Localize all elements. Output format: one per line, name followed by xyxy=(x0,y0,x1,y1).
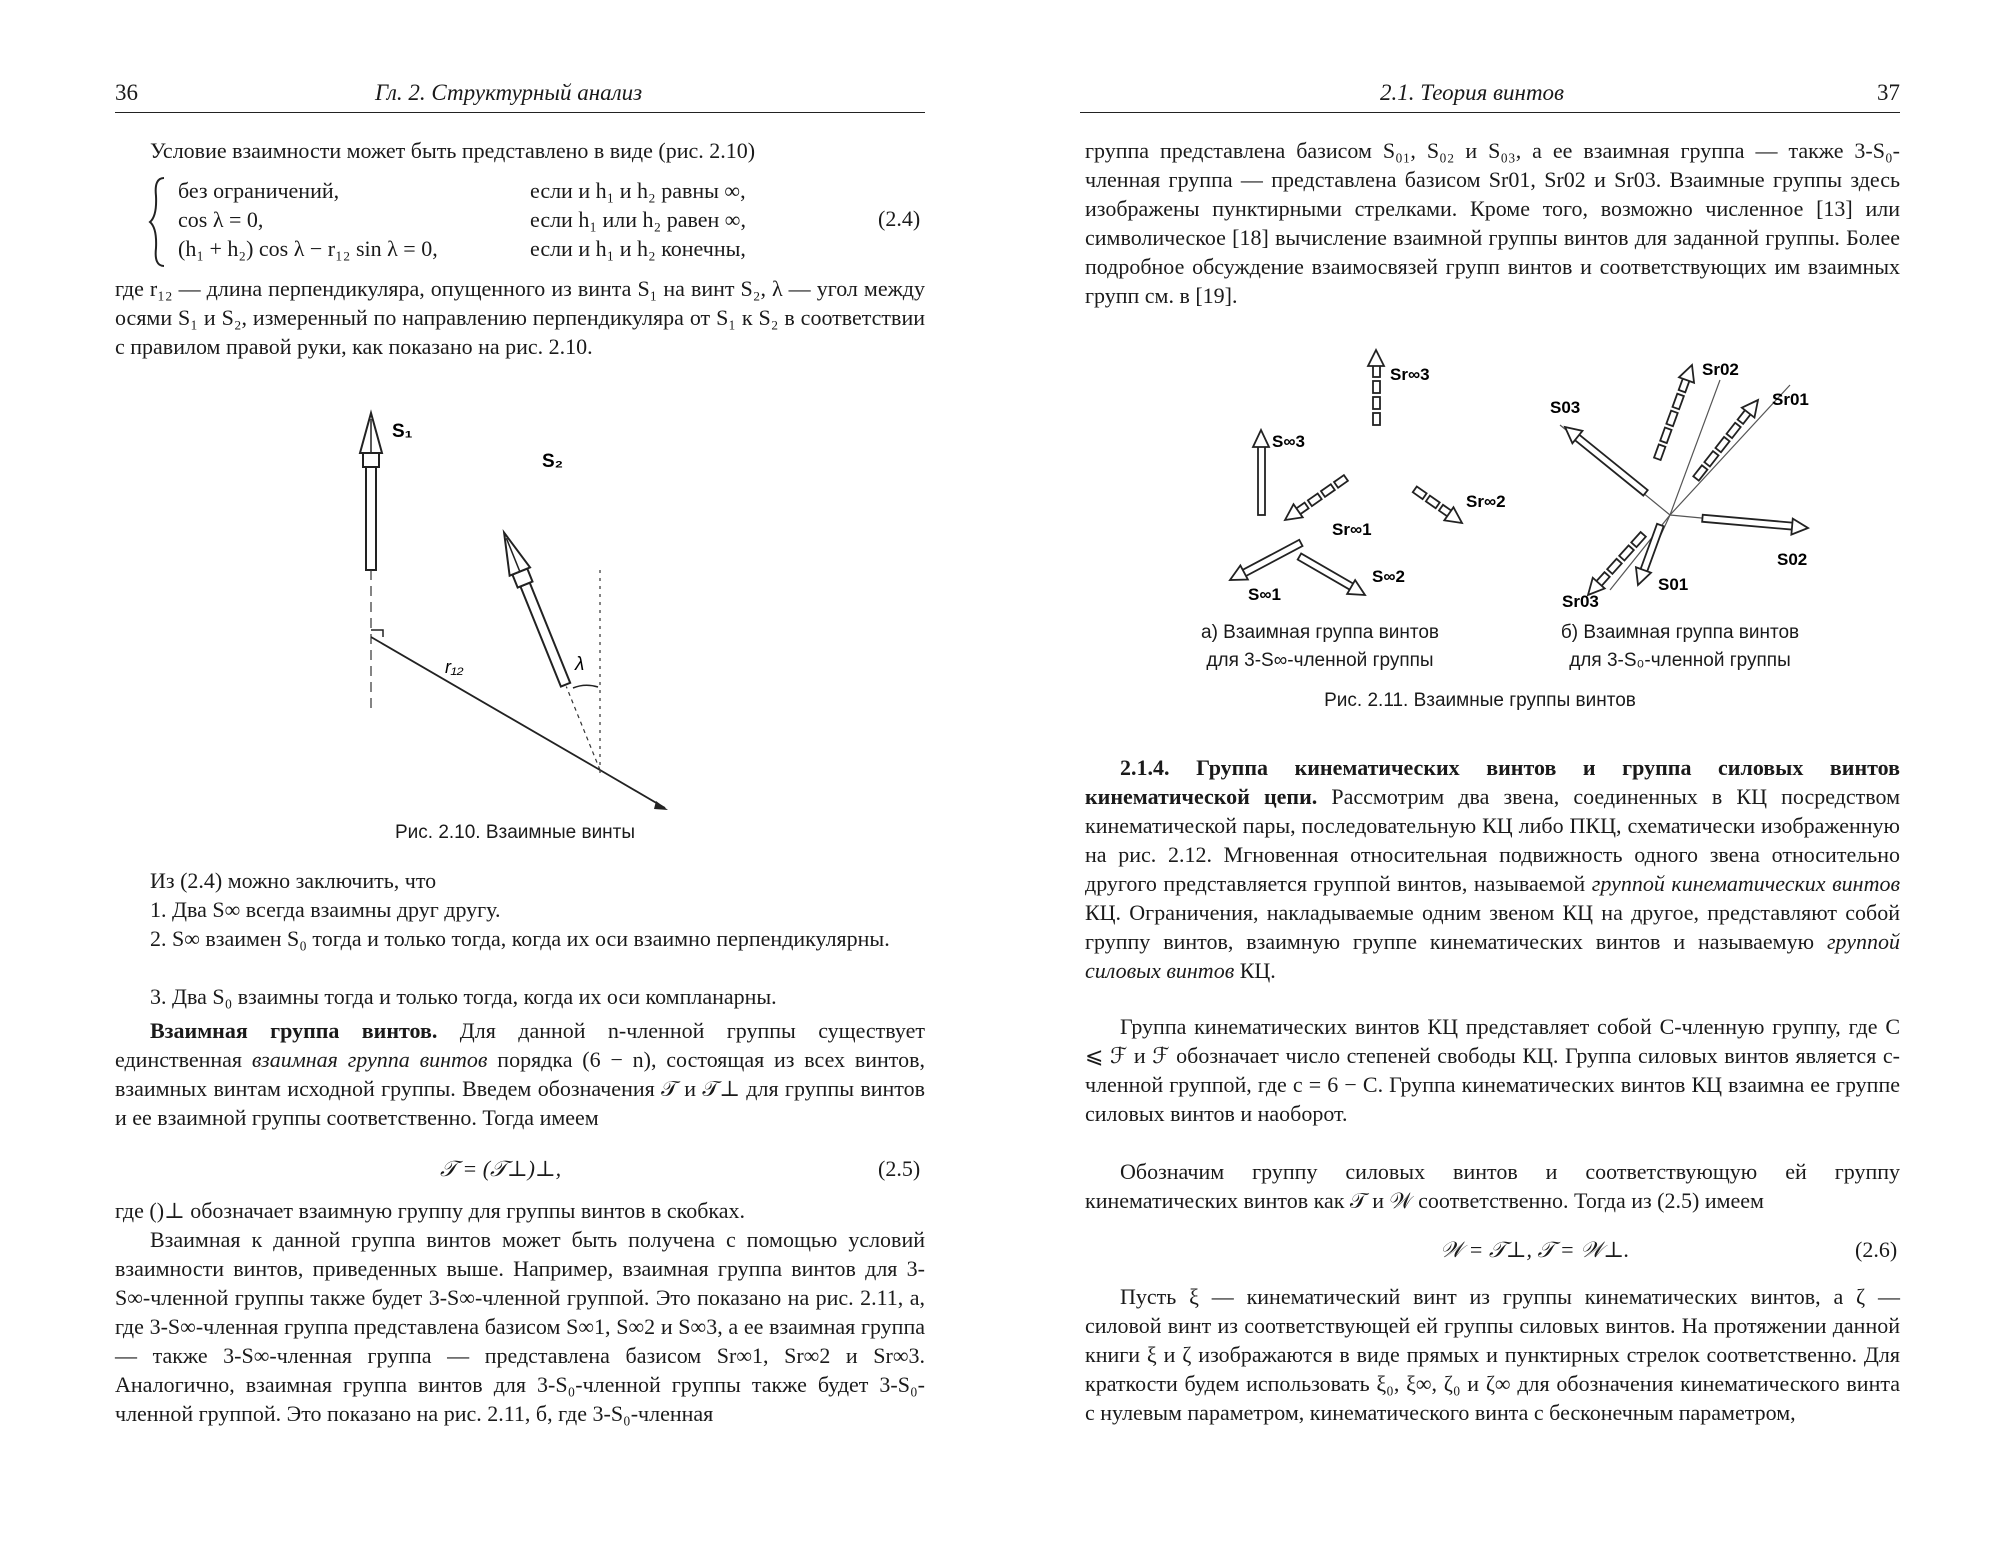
arrow-s-inf-1 xyxy=(1226,535,1304,587)
arrow-sr01 xyxy=(1690,395,1764,484)
sec-text-c: КЦ. xyxy=(1239,958,1276,983)
label-s-inf-1: S∞1 xyxy=(1248,585,1281,604)
case-2-expr: cos λ = 0, xyxy=(178,207,264,232)
conclude-line: Из (2.4) можно заключить, что xyxy=(150,868,437,893)
case-2-cond: если h₁ или h₂ равен ∞, xyxy=(530,207,746,232)
arrow-sr-inf-3 xyxy=(1368,350,1384,425)
equation-2-4 xyxy=(148,176,928,268)
label-s03: S03 xyxy=(1550,398,1581,417)
figure-2-11 xyxy=(1140,345,1900,615)
recip-text-a: Для данной n-членной группы существует единственная xyxy=(115,1018,926,1072)
label-s01: S01 xyxy=(1658,575,1689,594)
label-sr02: Sr02 xyxy=(1702,360,1739,379)
intro-line: Условие взаимности может быть представлено в виде (рис. 2.10) xyxy=(150,138,756,163)
arrow-sr02 xyxy=(1650,362,1699,461)
arrow-s-inf-2 xyxy=(1295,550,1369,602)
list-item-3: 3. Два S₀ взаимны тогда и только тогда, когда их оси компланарны. xyxy=(150,984,777,1009)
lambda-arc xyxy=(573,685,598,688)
figure-2-11a-sub-line-2: для 3-S∞-членной группы xyxy=(1206,650,1434,671)
equation-number-2-4: (2.4) xyxy=(878,206,921,231)
recip-example-paragraph: Взаимная к данной группа винтов может быть получена с помощью условий взаимности винтов, приведенных выше. Например, взаимная группа винтов для 3-S∞-членной группы также будет 3-S∞-членной группой. Это показано на рис. 2.11, а, где 3-S∞-членная группа представлена базисом S∞1, S∞2 и S∞3, а ее взаимная группа — также 3-S∞-членная группа — представлена базисом Sr∞1, Sr∞2 и Sr∞3. Аналогично, взаимная группа винтов для 3-S₀-членной группы также будет 3-S₀-членной группой. Это показано на рис. 2.11, б, где 3-S₀-членная xyxy=(115,1227,925,1426)
label-sr-inf-1: Sr∞1 xyxy=(1332,520,1372,539)
label-sr03: Sr03 xyxy=(1562,592,1599,611)
recip-term: взаимная группа винтов xyxy=(251,1047,488,1072)
figure-2-11-a xyxy=(1226,350,1505,604)
case-3-expr: (h₁ + h₂) cos λ − r₁₂ sin λ = 0, xyxy=(178,236,438,261)
screw-s1 xyxy=(360,413,382,570)
where-perp-line: где ()⊥ обозначает взаимную группу для группы винтов в скобках. xyxy=(115,1198,746,1223)
label-sr-inf-3: Sr∞3 xyxy=(1390,365,1430,384)
where-r12-paragraph: где r₁₂ — длина перпендикуляра, опущенного из винта S₁ на винт S₂, λ — угол между осями S₁ и S₂, измеренный по направлению перпендикуляра от S₁ к S₂ в соответствии с правилом правой руки, как показано на рис. 2.10. xyxy=(115,276,925,359)
screw-notation-paragraph: Пусть ξ — кинематический винт из группы кинематических винтов, а ζ — силовой винт из соответствующей ей группы силовых винтов. На протяжении данной книги ξ и ζ изображаются в виде прямых и пунктирных стрелок соответственно. Для краткости будем использовать ξ₀, ξ∞, ζ₀ и ζ∞ для обозначения кинематического винта с нулевым параметром, кинематического винта с бесконечным параметром, xyxy=(1085,1284,1900,1425)
perpendicular-r12 xyxy=(371,637,600,770)
equation-number-2-5: (2.5) xyxy=(878,1156,921,1181)
figure-2-11b-sub-line-1: б) Взаимная группа винтов xyxy=(1560,622,1800,643)
notation-paragraph: Обозначим группу силовых винтов и соответствующую ей группу кинематических винтов как 𝒯 и 𝒲 соответственно. Тогда из (2.5) имеем xyxy=(1085,1159,1900,1213)
figure-2-11b-sub-line-2: для 3-S₀-членной группы xyxy=(1569,650,1791,671)
label-r12: r₁₂ xyxy=(445,657,464,677)
figure-2-10 xyxy=(330,405,700,825)
right-top-paragraph: группа представлена базисом S₀₁, S₀₂ и S₀₃, а ее взаимная группа — также 3-S₀-членная группа — представлена базисом Sr01, Sr02 и Sr03. Взаимные группы здесь изображены пунктирными стрелками. Кроме того, возможно численное [13] или символическое [18] вычисление взаимной группы винтов для заданной группы. Более подробное обсуждение взаимосвязей групп винтов и соответствующих им взаимных групп см. в [19]. xyxy=(1085,138,1900,308)
case-3-cond: если и h₁ и h₂ конечны, xyxy=(530,236,746,261)
screw-s2 xyxy=(494,529,610,775)
ground-line-arrow xyxy=(654,801,668,810)
figure-2-10-caption: Рис. 2.10. Взаимные винты xyxy=(394,822,636,843)
left-brace xyxy=(148,176,168,268)
recip-group-paragraph xyxy=(115,1016,925,1132)
list-item-1: 1. Два S∞ всегда взаимны друг другу. xyxy=(150,897,501,922)
right-running-header xyxy=(1080,80,1900,113)
label-s-inf-3: S∞3 xyxy=(1272,432,1305,451)
sec-term-kinematic: группой кинематических винтов xyxy=(1591,871,1901,896)
case-1-cond: если и h₁ и h₂ равны ∞, xyxy=(530,178,746,203)
equation-2-5: 𝒯 = (𝒯⊥)⊥, xyxy=(440,1156,562,1181)
label-s-inf-2: S∞2 xyxy=(1372,567,1405,586)
arrow-sr-inf-1 xyxy=(1280,471,1350,527)
label-s1: S₁ xyxy=(392,421,413,442)
sec-text-a: Рассмотрим два звена, соединенных в КЦ посредством кинематической пары, последовательную КЦ либо ПКЦ, схематически изображенную на рис. 2.12. Мгновенная относительная подвижность одного звена относительно другого представляется группой винтов, называемой xyxy=(1085,784,1900,896)
sec-text-b: КЦ. Ограничения, накладываемые одним звеном КЦ на другое, представляют собой группу винтов, взаимную группе кинематических винтов и называемую xyxy=(1085,900,1900,954)
arrow-sr03 xyxy=(1582,529,1649,601)
label-s2: S₂ xyxy=(542,451,564,472)
left-running-header xyxy=(115,80,925,113)
recip-group-heading: Взаимная группа винтов. xyxy=(150,1018,438,1043)
figure-2-11-caption: Рис. 2.11. Взаимные группы винтов xyxy=(1324,690,1636,711)
label-s02: S02 xyxy=(1777,550,1808,569)
left-page-number: 36 xyxy=(115,80,138,105)
section-2-1-4-paragraph xyxy=(1085,753,1900,985)
left-header-title: Гл. 2. Структурный анализ xyxy=(375,80,643,105)
equation-2-6: 𝒲 = 𝒯⊥, 𝒯 = 𝒲⊥. xyxy=(1440,1237,1630,1262)
arrow-s-inf-3 xyxy=(1253,430,1269,515)
right-angle-mark xyxy=(371,630,383,637)
figure-2-11a-sub-line-1: а) Взаимная группа винтов xyxy=(1201,622,1439,643)
arrow-sr-inf-2 xyxy=(1410,483,1467,529)
s2-ground-line xyxy=(600,770,665,808)
label-lambda: λ xyxy=(575,654,585,675)
right-page xyxy=(1000,0,2000,1548)
case-1-expr: без ограничений, xyxy=(178,178,340,203)
sec-term-force: группой силовых винтов xyxy=(1085,929,1901,983)
list-item-2: 2. S∞ взаимен S₀ тогда и только тогда, когда их оси взаимно перпендикулярны. xyxy=(150,926,890,951)
label-sr-inf-2: Sr∞2 xyxy=(1466,492,1506,511)
right-page-number: 37 xyxy=(1877,80,1900,105)
figure-2-11-b xyxy=(1550,360,1809,611)
kinematic-group-paragraph: Группа кинематических винтов КЦ представляет собой C-членную группу, где C ⩽ ℱ и ℱ обозначает число степеней свободы КЦ. Группа силовых винтов является c-членной группой, где c = 6 − C. Группа кинематических винтов КЦ взаимна ее группе силовых винтов и наоборот. xyxy=(1085,1014,1900,1126)
section-2-1-4-heading: 2.1.4. Группа кинематических винтов и группа силовых винтов кинематической цепи. xyxy=(1085,755,1900,809)
arrow-s02 xyxy=(1702,511,1809,536)
label-sr01: Sr01 xyxy=(1772,390,1809,409)
recip-text-b: порядка (6 − n), состоящая из всех винтов, взаимных винтам исходной группы. Введем обозначения 𝒯 и 𝒯⊥ для группы винтов и ее взаимной группы соответственно. Тогда имеем xyxy=(115,1047,926,1130)
right-header-title: 2.1. Теория винтов xyxy=(1380,80,1565,105)
equation-number-2-6: (2.6) xyxy=(1855,1237,1898,1262)
arrow-s03 xyxy=(1560,421,1651,499)
